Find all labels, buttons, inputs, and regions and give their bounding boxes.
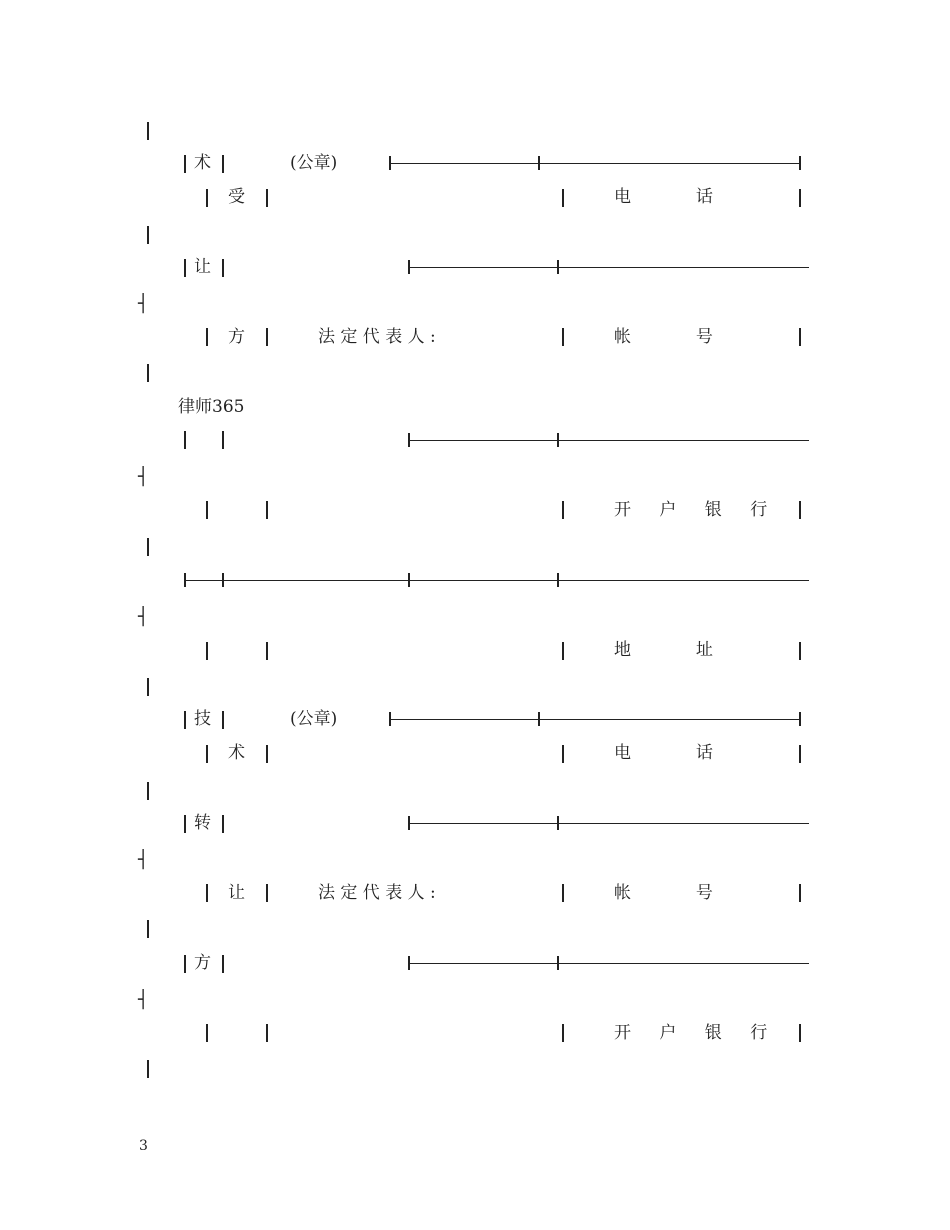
side-label: 转 — [194, 813, 211, 833]
seal-label: (公章) — [290, 709, 338, 729]
margin-bar — [147, 364, 149, 382]
watermark-text: 律师365 — [178, 397, 245, 417]
field-label-phone: 电 话 — [614, 743, 713, 763]
rule-line — [390, 719, 801, 720]
side-label: 让 — [228, 883, 245, 903]
seal-row-label: 技 — [194, 709, 211, 729]
margin-bar — [147, 920, 149, 938]
edge-mark: ┤ — [138, 850, 149, 870]
rule-line — [409, 440, 809, 441]
field-label-address: 地 址 — [614, 640, 713, 660]
side-label: 让 — [194, 257, 211, 277]
margin-bar — [147, 678, 149, 696]
section-divider — [185, 580, 809, 581]
side-label: 受 — [228, 187, 245, 207]
margin-bar — [147, 226, 149, 244]
field-label-account: 帐 号 — [614, 327, 713, 347]
edge-mark: ┤ — [138, 294, 149, 314]
rule-line — [409, 823, 809, 824]
margin-bar — [147, 122, 149, 140]
rule-line — [390, 163, 801, 164]
margin-bar — [147, 538, 149, 556]
margin-bar — [147, 782, 149, 800]
side-label: 方 — [228, 327, 245, 347]
field-label-bank: 开 户 银 行 — [614, 1023, 779, 1043]
field-label-account: 帐 号 — [614, 883, 713, 903]
edge-mark: ┤ — [138, 990, 149, 1010]
legal-representative-label: 法 定 代 表 人 : — [318, 327, 436, 347]
edge-mark: ┤ — [138, 607, 149, 627]
field-label-phone: 电 话 — [614, 187, 713, 207]
rule-line — [409, 267, 809, 268]
page-number: 3 — [139, 1138, 148, 1154]
side-label: 术 — [228, 743, 245, 763]
field-label-bank: 开 户 银 行 — [614, 500, 779, 520]
edge-mark: ┤ — [138, 467, 149, 487]
rule-line — [409, 963, 809, 964]
side-label: 方 — [194, 953, 211, 973]
margin-bar — [147, 1060, 149, 1078]
seal-row-label: 术 — [194, 153, 211, 173]
seal-label: (公章) — [290, 153, 338, 173]
legal-representative-label: 法 定 代 表 人 : — [318, 883, 436, 903]
